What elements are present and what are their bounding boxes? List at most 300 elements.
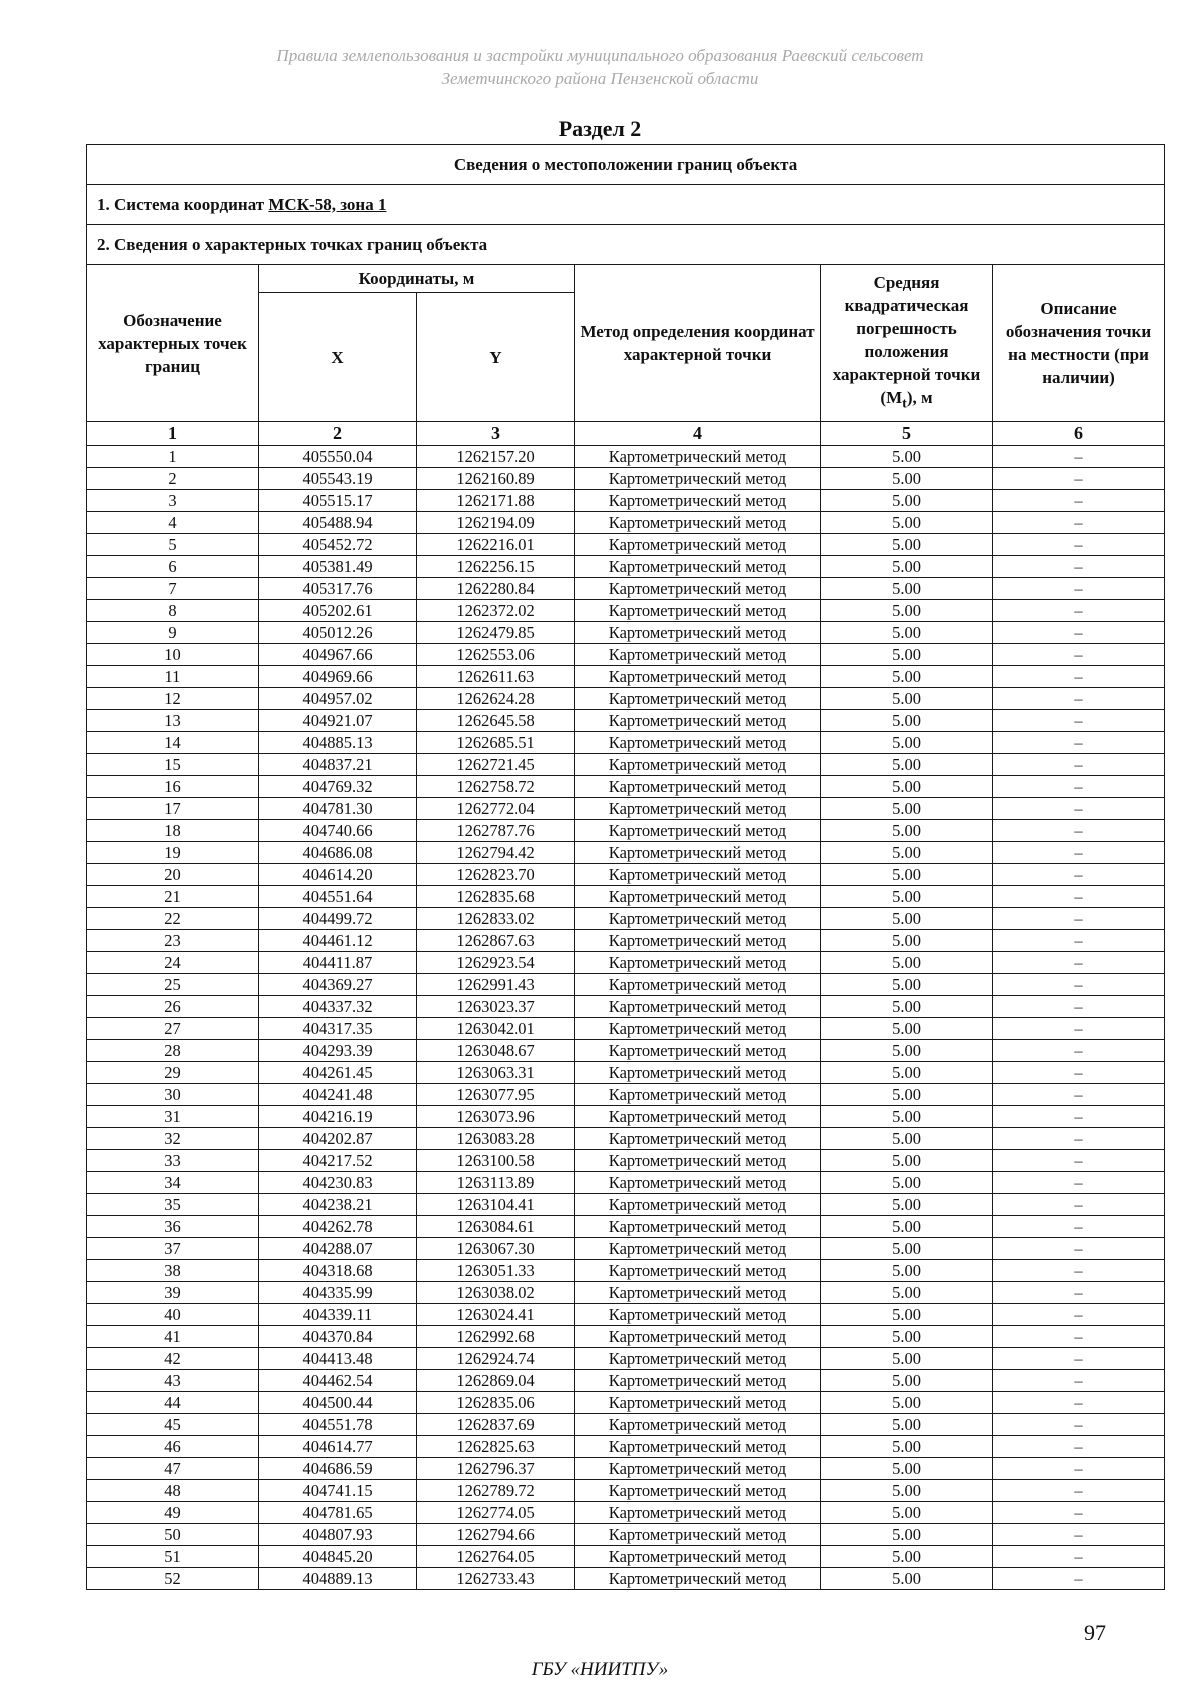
cell-point-number: 19 xyxy=(87,842,259,864)
cell-description: – xyxy=(993,1348,1165,1370)
cell-method: Картометрический метод xyxy=(575,1172,821,1194)
cell-error: 5.00 xyxy=(821,1062,993,1084)
cell-x: 404769.32 xyxy=(259,776,417,798)
table-row xyxy=(87,798,1165,820)
cell-y: 1262823.70 xyxy=(417,864,575,886)
cell-description: – xyxy=(993,996,1165,1018)
cell-error: 5.00 xyxy=(821,1502,993,1524)
cell-method: Картометрический метод xyxy=(575,1304,821,1326)
cell-point-number: 51 xyxy=(87,1546,259,1568)
cell-method: Картометрический метод xyxy=(575,1568,821,1590)
cell-point-number: 15 xyxy=(87,754,259,776)
cell-point-number: 11 xyxy=(87,666,259,688)
coordinate-system-label: 1. Система координат xyxy=(97,194,265,214)
cell-y: 1262733.43 xyxy=(417,1568,575,1590)
cell-error: 5.00 xyxy=(821,1458,993,1480)
table-row xyxy=(87,908,1165,930)
cell-method: Картометрический метод xyxy=(575,710,821,732)
table-row xyxy=(87,1392,1165,1414)
cell-description: – xyxy=(993,864,1165,886)
table-row xyxy=(87,864,1165,886)
cell-x: 404413.48 xyxy=(259,1348,417,1370)
cell-point-number: 29 xyxy=(87,1062,259,1084)
cell-error: 5.00 xyxy=(821,534,993,556)
cell-x: 404921.07 xyxy=(259,710,417,732)
cell-y: 1263104.41 xyxy=(417,1194,575,1216)
cell-x: 405515.17 xyxy=(259,490,417,512)
cell-error: 5.00 xyxy=(821,754,993,776)
cell-error: 5.00 xyxy=(821,622,993,644)
cell-x: 404781.30 xyxy=(259,798,417,820)
cell-description: – xyxy=(993,512,1165,534)
cell-method: Картометрический метод xyxy=(575,666,821,688)
cell-point-number: 44 xyxy=(87,1392,259,1414)
table-row xyxy=(87,1414,1165,1436)
cell-point-number: 4 xyxy=(87,512,259,534)
table-row xyxy=(87,688,1165,710)
cell-method: Картометрический метод xyxy=(575,1524,821,1546)
table-row xyxy=(87,1260,1165,1282)
cell-point-number: 28 xyxy=(87,1040,259,1062)
cell-x: 404230.83 xyxy=(259,1172,417,1194)
cell-method: Картометрический метод xyxy=(575,468,821,490)
cell-y: 1262772.04 xyxy=(417,798,575,820)
cell-error: 5.00 xyxy=(821,776,993,798)
cell-x: 404686.59 xyxy=(259,1458,417,1480)
table-row xyxy=(87,1348,1165,1370)
cell-x: 404551.64 xyxy=(259,886,417,908)
cell-method: Картометрический метод xyxy=(575,1260,821,1282)
table-row xyxy=(87,1238,1165,1260)
cell-y: 1262553.06 xyxy=(417,644,575,666)
cell-y: 1262216.01 xyxy=(417,534,575,556)
column-numbers-row xyxy=(87,422,1165,446)
table-row xyxy=(87,1194,1165,1216)
cell-error: 5.00 xyxy=(821,1238,993,1260)
cell-error: 5.00 xyxy=(821,446,993,468)
cell-error: 5.00 xyxy=(821,644,993,666)
cell-x: 404741.15 xyxy=(259,1480,417,1502)
header-y: Y xyxy=(417,293,575,422)
cell-error: 5.00 xyxy=(821,1106,993,1128)
cell-error: 5.00 xyxy=(821,1480,993,1502)
cell-y: 1263113.89 xyxy=(417,1172,575,1194)
cell-method: Картометрический метод xyxy=(575,1238,821,1260)
cell-error: 5.00 xyxy=(821,1216,993,1238)
table-row xyxy=(87,930,1165,952)
table-row xyxy=(87,1172,1165,1194)
column-number: 3 xyxy=(417,422,575,446)
cell-error: 5.00 xyxy=(821,1304,993,1326)
cell-description: – xyxy=(993,820,1165,842)
table-row xyxy=(87,996,1165,1018)
cell-error: 5.00 xyxy=(821,666,993,688)
cell-description: – xyxy=(993,688,1165,710)
cell-error: 5.00 xyxy=(821,908,993,930)
cell-x: 404216.19 xyxy=(259,1106,417,1128)
table-row xyxy=(87,1282,1165,1304)
cell-description: – xyxy=(993,930,1165,952)
cell-y: 1262171.88 xyxy=(417,490,575,512)
cell-description: – xyxy=(993,1304,1165,1326)
cell-description: – xyxy=(993,1238,1165,1260)
table-row xyxy=(87,886,1165,908)
column-number: 6 xyxy=(993,422,1165,446)
header-point-designation: Обозначение характерных точек границ xyxy=(87,265,259,422)
cell-method: Картометрический метод xyxy=(575,1348,821,1370)
coordinate-system-value: МСК-58, зона 1 xyxy=(268,194,387,214)
cell-description: – xyxy=(993,1524,1165,1546)
cell-method: Картометрический метод xyxy=(575,1106,821,1128)
table-row xyxy=(87,1128,1165,1150)
cell-description: – xyxy=(993,1172,1165,1194)
cell-point-number: 45 xyxy=(87,1414,259,1436)
cell-point-number: 25 xyxy=(87,974,259,996)
cell-y: 1263084.61 xyxy=(417,1216,575,1238)
cell-method: Картометрический метод xyxy=(575,886,821,908)
cell-point-number: 34 xyxy=(87,1172,259,1194)
cell-point-number: 52 xyxy=(87,1568,259,1590)
table-row xyxy=(87,1480,1165,1502)
cell-y: 1262867.63 xyxy=(417,930,575,952)
cell-method: Картометрический метод xyxy=(575,1392,821,1414)
table-row xyxy=(87,710,1165,732)
cell-description: – xyxy=(993,534,1165,556)
cell-method: Картометрический метод xyxy=(575,556,821,578)
table-row xyxy=(87,622,1165,644)
cell-x: 404337.32 xyxy=(259,996,417,1018)
table-row xyxy=(87,754,1165,776)
header-error-suffix: ), м xyxy=(906,387,933,407)
cell-description: – xyxy=(993,1040,1165,1062)
cell-point-number: 3 xyxy=(87,490,259,512)
running-header-line-1: Правила землепользования и застройки муниципального образования Раевский сельсовет xyxy=(276,46,924,65)
cell-point-number: 41 xyxy=(87,1326,259,1348)
cell-y: 1262479.85 xyxy=(417,622,575,644)
cell-point-number: 33 xyxy=(87,1150,259,1172)
cell-y: 1262624.28 xyxy=(417,688,575,710)
cell-x: 405317.76 xyxy=(259,578,417,600)
table-row xyxy=(87,1524,1165,1546)
cell-point-number: 2 xyxy=(87,468,259,490)
cell-y: 1262194.09 xyxy=(417,512,575,534)
cell-y: 1263042.01 xyxy=(417,1018,575,1040)
cell-error: 5.00 xyxy=(821,864,993,886)
cell-error: 5.00 xyxy=(821,1172,993,1194)
cell-description: – xyxy=(993,974,1165,996)
table-row xyxy=(87,1370,1165,1392)
table-body xyxy=(87,446,1165,1590)
cell-y: 1262764.05 xyxy=(417,1546,575,1568)
cell-x: 404967.66 xyxy=(259,644,417,666)
cell-x: 404969.66 xyxy=(259,666,417,688)
cell-point-number: 24 xyxy=(87,952,259,974)
cell-y: 1262833.02 xyxy=(417,908,575,930)
cell-point-number: 5 xyxy=(87,534,259,556)
cell-method: Картометрический метод xyxy=(575,1128,821,1150)
cell-y: 1262924.74 xyxy=(417,1348,575,1370)
cell-point-number: 8 xyxy=(87,600,259,622)
cell-point-number: 35 xyxy=(87,1194,259,1216)
cell-y: 1263077.95 xyxy=(417,1084,575,1106)
coordinate-system-row xyxy=(87,185,1165,225)
table-row xyxy=(87,446,1165,468)
table-row xyxy=(87,1062,1165,1084)
cell-description: – xyxy=(993,1106,1165,1128)
cell-method: Картометрический метод xyxy=(575,1062,821,1084)
cell-x: 404889.13 xyxy=(259,1568,417,1590)
cell-error: 5.00 xyxy=(821,1370,993,1392)
cell-description: – xyxy=(993,842,1165,864)
cell-x: 404461.12 xyxy=(259,930,417,952)
cell-point-number: 27 xyxy=(87,1018,259,1040)
cell-x: 404317.35 xyxy=(259,1018,417,1040)
cell-point-number: 9 xyxy=(87,622,259,644)
cell-x: 404500.44 xyxy=(259,1392,417,1414)
cell-error: 5.00 xyxy=(821,930,993,952)
cell-description: – xyxy=(993,952,1165,974)
cell-x: 405381.49 xyxy=(259,556,417,578)
cell-point-number: 38 xyxy=(87,1260,259,1282)
cell-x: 405202.61 xyxy=(259,600,417,622)
running-header xyxy=(0,44,1200,90)
cell-x: 404288.07 xyxy=(259,1238,417,1260)
table-row xyxy=(87,644,1165,666)
header-mean-square-error xyxy=(821,265,993,422)
cell-error: 5.00 xyxy=(821,1348,993,1370)
table-row xyxy=(87,512,1165,534)
header-coordinates: Координаты, м xyxy=(259,265,575,293)
cell-error: 5.00 xyxy=(821,1128,993,1150)
cell-x: 405452.72 xyxy=(259,534,417,556)
cell-method: Картометрический метод xyxy=(575,622,821,644)
boundary-points-table xyxy=(86,144,1165,1590)
cell-description: – xyxy=(993,1216,1165,1238)
cell-y: 1262721.45 xyxy=(417,754,575,776)
cell-point-number: 14 xyxy=(87,732,259,754)
table-row xyxy=(87,556,1165,578)
cell-x: 404241.48 xyxy=(259,1084,417,1106)
cell-method: Картометрический метод xyxy=(575,776,821,798)
table-row xyxy=(87,1568,1165,1590)
header-x: X xyxy=(259,293,417,422)
column-number: 4 xyxy=(575,422,821,446)
cell-y: 1262280.84 xyxy=(417,578,575,600)
cell-method: Картометрический метод xyxy=(575,1150,821,1172)
cell-description: – xyxy=(993,644,1165,666)
table-row xyxy=(87,776,1165,798)
cell-y: 1263024.41 xyxy=(417,1304,575,1326)
cell-error: 5.00 xyxy=(821,798,993,820)
cell-method: Картометрический метод xyxy=(575,930,821,952)
cell-error: 5.00 xyxy=(821,1150,993,1172)
cell-x: 404845.20 xyxy=(259,1546,417,1568)
cell-point-number: 16 xyxy=(87,776,259,798)
cell-x: 404957.02 xyxy=(259,688,417,710)
table-row xyxy=(87,1458,1165,1480)
cell-error: 5.00 xyxy=(821,1084,993,1106)
cell-description: – xyxy=(993,1568,1165,1590)
cell-point-number: 43 xyxy=(87,1370,259,1392)
cell-point-number: 21 xyxy=(87,886,259,908)
cell-method: Картометрический метод xyxy=(575,1436,821,1458)
cell-error: 5.00 xyxy=(821,578,993,600)
cell-x: 404614.20 xyxy=(259,864,417,886)
cell-method: Картометрический метод xyxy=(575,1018,821,1040)
cell-description: – xyxy=(993,1018,1165,1040)
table-row xyxy=(87,600,1165,622)
cell-description: – xyxy=(993,1326,1165,1348)
cell-description: – xyxy=(993,710,1165,732)
cell-error: 5.00 xyxy=(821,1326,993,1348)
cell-method: Картометрический метод xyxy=(575,732,821,754)
cell-y: 1262825.63 xyxy=(417,1436,575,1458)
cell-error: 5.00 xyxy=(821,974,993,996)
cell-x: 404335.99 xyxy=(259,1282,417,1304)
running-header-line-2: Земетчинского района Пензенской области xyxy=(441,69,759,88)
cell-x: 404217.52 xyxy=(259,1150,417,1172)
cell-point-number: 49 xyxy=(87,1502,259,1524)
cell-error: 5.00 xyxy=(821,1260,993,1282)
cell-method: Картометрический метод xyxy=(575,1414,821,1436)
cell-error: 5.00 xyxy=(821,1392,993,1414)
cell-error: 5.00 xyxy=(821,600,993,622)
cell-method: Картометрический метод xyxy=(575,1216,821,1238)
cell-error: 5.00 xyxy=(821,842,993,864)
cell-description: – xyxy=(993,1128,1165,1150)
cell-description: – xyxy=(993,1502,1165,1524)
header-method: Метод определения координат характерной точки xyxy=(575,265,821,422)
table-row xyxy=(87,1436,1165,1458)
cell-error: 5.00 xyxy=(821,512,993,534)
cell-method: Картометрический метод xyxy=(575,1546,821,1568)
cell-description: – xyxy=(993,1546,1165,1568)
cell-y: 1262992.68 xyxy=(417,1326,575,1348)
cell-y: 1263023.37 xyxy=(417,996,575,1018)
cell-point-number: 6 xyxy=(87,556,259,578)
table-row xyxy=(87,1546,1165,1568)
table-row xyxy=(87,1150,1165,1172)
cell-description: – xyxy=(993,490,1165,512)
cell-x: 404293.39 xyxy=(259,1040,417,1062)
cell-method: Картометрический метод xyxy=(575,974,821,996)
cell-method: Картометрический метод xyxy=(575,446,821,468)
cell-x: 404339.11 xyxy=(259,1304,417,1326)
table-row xyxy=(87,490,1165,512)
cell-x: 404781.65 xyxy=(259,1502,417,1524)
cell-x: 405488.94 xyxy=(259,512,417,534)
cell-y: 1262157.20 xyxy=(417,446,575,468)
cell-y: 1263067.30 xyxy=(417,1238,575,1260)
table-row xyxy=(87,1216,1165,1238)
cell-error: 5.00 xyxy=(821,710,993,732)
cell-error: 5.00 xyxy=(821,1546,993,1568)
table-row xyxy=(87,732,1165,754)
cell-point-number: 31 xyxy=(87,1106,259,1128)
cell-x: 404614.77 xyxy=(259,1436,417,1458)
cell-x: 404885.13 xyxy=(259,732,417,754)
cell-error: 5.00 xyxy=(821,1018,993,1040)
cell-description: – xyxy=(993,798,1165,820)
cell-y: 1263100.58 xyxy=(417,1150,575,1172)
cell-y: 1262869.04 xyxy=(417,1370,575,1392)
table-row xyxy=(87,1084,1165,1106)
cell-point-number: 39 xyxy=(87,1282,259,1304)
cell-method: Картометрический метод xyxy=(575,534,821,556)
cell-method: Картометрический метод xyxy=(575,600,821,622)
cell-y: 1262774.05 xyxy=(417,1502,575,1524)
cell-method: Картометрический метод xyxy=(575,490,821,512)
cell-x: 404318.68 xyxy=(259,1260,417,1282)
cell-x: 404807.93 xyxy=(259,1524,417,1546)
cell-y: 1262645.58 xyxy=(417,710,575,732)
table-row xyxy=(87,820,1165,842)
cell-y: 1262837.69 xyxy=(417,1414,575,1436)
header-description: Описание обозначения точки на местности (при наличии) xyxy=(993,265,1165,422)
cell-error: 5.00 xyxy=(821,732,993,754)
table-row xyxy=(87,666,1165,688)
page-number: 97 xyxy=(1084,1620,1106,1645)
cell-y: 1262160.89 xyxy=(417,468,575,490)
cell-point-number: 10 xyxy=(87,644,259,666)
cell-x: 404202.87 xyxy=(259,1128,417,1150)
table-row xyxy=(87,952,1165,974)
cell-y: 1262835.06 xyxy=(417,1392,575,1414)
cell-description: – xyxy=(993,600,1165,622)
cell-method: Картометрический метод xyxy=(575,512,821,534)
table-row xyxy=(87,468,1165,490)
table-row xyxy=(87,578,1165,600)
table-row xyxy=(87,842,1165,864)
cell-x: 405543.19 xyxy=(259,468,417,490)
cell-method: Картометрический метод xyxy=(575,1502,821,1524)
table-row xyxy=(87,1502,1165,1524)
cell-method: Картометрический метод xyxy=(575,1282,821,1304)
cell-error: 5.00 xyxy=(821,1524,993,1546)
cell-y: 1263073.96 xyxy=(417,1106,575,1128)
cell-method: Картометрический метод xyxy=(575,908,821,930)
cell-error: 5.00 xyxy=(821,556,993,578)
cell-description: – xyxy=(993,754,1165,776)
cell-method: Картометрический метод xyxy=(575,1084,821,1106)
cell-y: 1262794.66 xyxy=(417,1524,575,1546)
section-title: Раздел 2 xyxy=(558,116,642,141)
cell-x: 404740.66 xyxy=(259,820,417,842)
cell-y: 1262796.37 xyxy=(417,1458,575,1480)
cell-point-number: 20 xyxy=(87,864,259,886)
cell-method: Картометрический метод xyxy=(575,1480,821,1502)
cell-point-number: 32 xyxy=(87,1128,259,1150)
column-number: 2 xyxy=(259,422,417,446)
cell-x: 404261.45 xyxy=(259,1062,417,1084)
cell-x: 404686.08 xyxy=(259,842,417,864)
cell-description: – xyxy=(993,732,1165,754)
cell-error: 5.00 xyxy=(821,1436,993,1458)
cell-error: 5.00 xyxy=(821,1568,993,1590)
cell-y: 1262685.51 xyxy=(417,732,575,754)
cell-method: Картометрический метод xyxy=(575,578,821,600)
cell-x: 404369.27 xyxy=(259,974,417,996)
cell-y: 1262789.72 xyxy=(417,1480,575,1502)
cell-description: – xyxy=(993,1282,1165,1304)
cell-description: – xyxy=(993,578,1165,600)
cell-y: 1263063.31 xyxy=(417,1062,575,1084)
cell-method: Картометрический метод xyxy=(575,1194,821,1216)
cell-description: – xyxy=(993,556,1165,578)
cell-point-number: 12 xyxy=(87,688,259,710)
cell-error: 5.00 xyxy=(821,1040,993,1062)
cell-point-number: 26 xyxy=(87,996,259,1018)
